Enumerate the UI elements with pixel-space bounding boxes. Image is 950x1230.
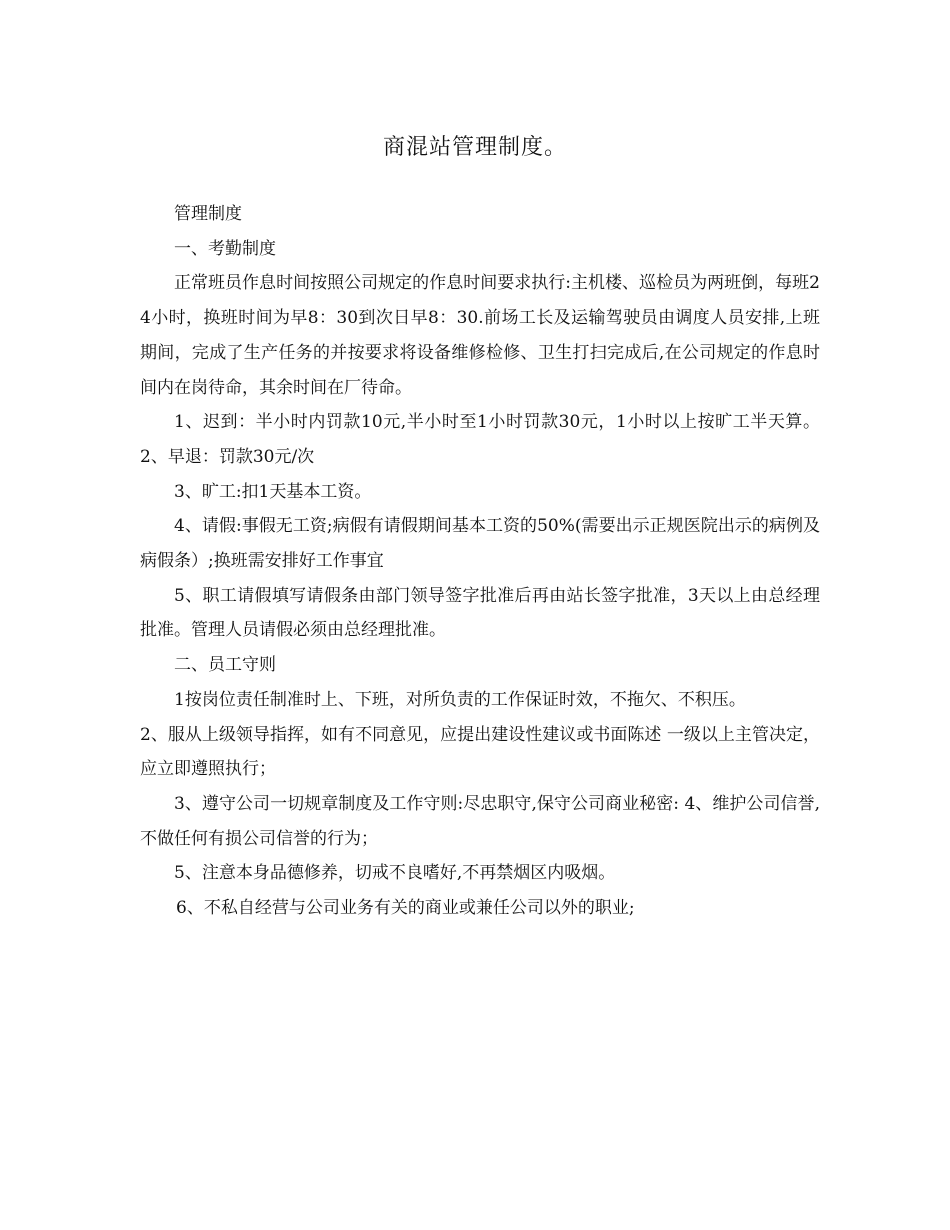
rule-2: 2、服从上级领导指挥，如有不同意见，应提出建设性建议或书面陈述 一级以上主管决定，应立即遵照执行； bbox=[140, 724, 820, 780]
rule-6: 6、不私自经营与公司业务有关的商业或兼任公司以外的职业; bbox=[176, 898, 635, 919]
paragraph-work-hours: 正常班员作息时间按照公司规定的作息时间要求执行:主机楼、巡检员为两班倒，每班24小时，换班时间为早8：30到次日早8：30.前场工长及运输驾驶员由调度人员安排,上班期间，完成了生产任务的并按要求将设备维修检修、卫生打扫完成后,在公司规定的作息时间内在岗待命，其余时间在厂待命。 bbox=[140, 273, 820, 398]
rule-3-4: 3、遵守公司一切规章制度及工作守则:尽忠职守,保守公司商业秘密: 4、维护公司信誉,不做任何有损公司信誉的行为； bbox=[140, 793, 820, 849]
section-heading-attendance: 一、考勤制度 bbox=[174, 238, 276, 259]
paragraph-late-early: 1、迟到：半小时内罚款10元,半小时至1小时罚款30元，1小时以上按旷工半天算。 2、早退：罚款30元/次 bbox=[140, 412, 820, 467]
paragraph-absence: 3、旷工:扣1天基本工资。 bbox=[174, 481, 372, 502]
paragraph-leave-approval: 5、职工请假填写请假条由部门领导签字批准后再由站长签字批准，3天以上由总经理批准。管理人员请假必须由总经理批准。 bbox=[140, 585, 820, 641]
document-title: 商混站管理制度。 bbox=[382, 135, 567, 160]
paragraph-leave: 4、请假:事假无工资;病假有请假期间基本工资的50%(需要出示正规医院出示的病例及病假条）;换班需安排好工作事宜 bbox=[140, 516, 820, 572]
rule-5: 5、注意本身品德修养，切戒不良嗜好,不再禁烟区内吸烟。 bbox=[174, 863, 616, 884]
section-heading-management: 管理制度 bbox=[174, 204, 242, 224]
document-body bbox=[140, 197, 820, 926]
section-heading-employee-rules: 二、员工守则 bbox=[174, 655, 276, 676]
rule-1: 1按岗位责任制准时上、下班，对所负责的工作保证时效，不拖欠、不积压。 bbox=[174, 689, 746, 710]
